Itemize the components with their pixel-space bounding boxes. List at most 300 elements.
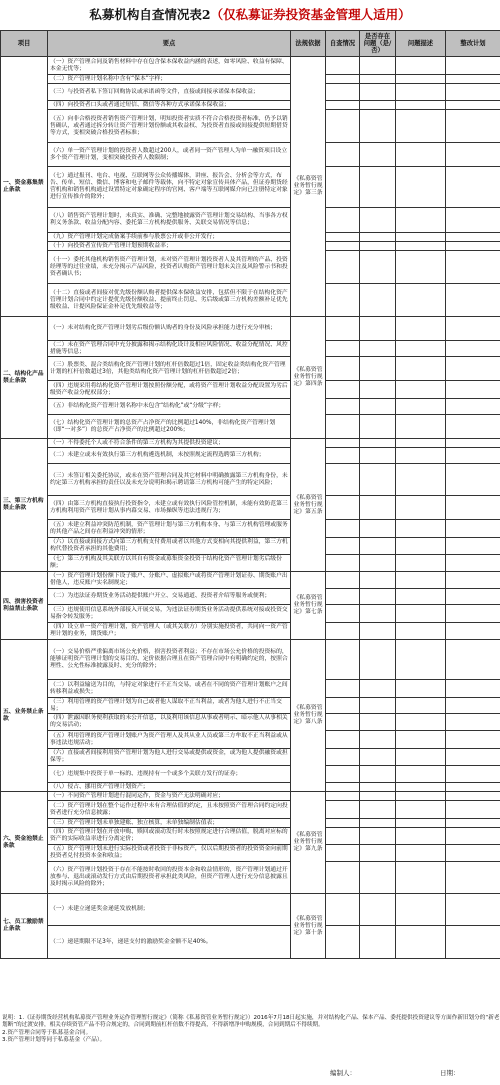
check-item: （三）违规使用信息系统外部接入开展交易，为违法证券期货业务活动提供系统对接或投资交易指令转发服务； [48, 605, 291, 623]
table-row [1, 357, 500, 381]
has-problem-cell[interactable] [360, 341, 396, 357]
self-check-cell[interactable] [326, 605, 360, 623]
problem-desc-cell[interactable] [396, 623, 446, 640]
has-problem-cell[interactable] [360, 926, 396, 959]
problem-desc-cell[interactable] [396, 381, 446, 399]
has-problem-cell[interactable] [360, 415, 396, 439]
rectify-plan-cell[interactable] [446, 496, 500, 520]
self-check-cell[interactable] [326, 357, 360, 381]
self-check-cell[interactable] [326, 749, 360, 766]
table-row [1, 448, 500, 464]
rectify-plan-cell[interactable] [446, 926, 500, 959]
has-problem-cell[interactable] [360, 845, 396, 862]
check-item: （六）以直接或间接方式向第三方机构支付费用或者以其他方式变相向其提供利益，第三方机构代替投资者承担的其他费用； [48, 538, 291, 555]
problem-desc-cell[interactable] [396, 894, 446, 926]
table-row [1, 698, 500, 714]
self-check-table [0, 30, 500, 959]
table-row [1, 439, 500, 448]
law-basis: 《私募资管业务暂行规定》第四条 [291, 317, 326, 439]
rectify-plan-cell[interactable] [446, 749, 500, 766]
has-problem-cell[interactable] [360, 208, 396, 233]
rectify-plan-cell[interactable] [446, 783, 500, 792]
header-self-check: 自查情况 [326, 31, 360, 57]
rectify-plan-cell[interactable] [446, 448, 500, 464]
table-row [1, 57, 500, 75]
table-row [1, 766, 500, 783]
problem-desc-cell[interactable] [396, 819, 446, 828]
check-item: （七）通过报刊、电台、电视、互联网等公众传播媒体，讲座、报告会、分析会等方式，布告、传单、短信、微信、博客和电子邮件等载体，向不特定对象宣传具体产品，但证券期货经营机构和销售机构通过设置特定对象确定程序的官网、客户端等互联网媒介向已注册特定对象进行宣传推介的除外； [48, 167, 291, 208]
rectify-plan-cell[interactable] [446, 57, 500, 75]
header-problem-desc: 问题描述 [396, 31, 446, 57]
has-problem-cell[interactable] [360, 439, 396, 448]
check-item: （六）单一资产管理计划的投资者人数超过200人，或者同一资产管理人为单一融资项目设立多个资产管理计划，变相突破投资者人数限制； [48, 143, 291, 167]
check-item: （二）资产管理计划在整个运作过程中未有合理估值的约定，且未按照资产管理合同约定向投资者进行充分信息披露； [48, 801, 291, 819]
problem-desc-cell[interactable] [396, 572, 446, 589]
table-row [1, 208, 500, 233]
has-problem-cell[interactable] [360, 233, 396, 242]
problem-desc-cell[interactable] [396, 357, 446, 381]
has-problem-cell[interactable] [360, 766, 396, 783]
self-check-cell[interactable] [326, 766, 360, 783]
self-check-cell[interactable] [326, 167, 360, 208]
problem-desc-cell[interactable] [396, 845, 446, 862]
check-item: （四）向投资者口头或者通过短信、微信等各种方式承诺保本保收益； [48, 101, 291, 110]
self-check-cell[interactable] [326, 84, 360, 101]
footer-notes [0, 1015, 500, 1044]
check-item: （四）设立单一资产管理计划，资产管理人（或其关联方）分别实施投资者，共同向一资产管理计划的业务，期货账户； [48, 623, 291, 640]
rectify-plan-cell[interactable] [446, 828, 500, 845]
rectify-plan-cell[interactable] [446, 623, 500, 640]
check-item: （五）未建立利益冲突防范机制，资产管理计划与第三方机构本身、与第三方机构管理或服务的其他产品之间存在利益冲突的情形； [48, 520, 291, 538]
problem-desc-cell[interactable] [396, 926, 446, 959]
page-title [0, 0, 500, 30]
rectify-plan-cell[interactable] [446, 538, 500, 555]
table-row [1, 143, 500, 167]
check-item: （三）未签订相关委托协议，或未在资产管理合同及其它材料中明确披露第三方机构身份，未约定第三方机构承担的责任以及未充分说明和揭示聘请第三方机构可能产生的特定风险； [48, 464, 291, 496]
problem-desc-cell[interactable] [396, 439, 446, 448]
table-row [1, 399, 500, 415]
law-basis: 《私募资管业务暂行规定》第七条 [291, 572, 326, 640]
self-check-cell[interactable] [326, 101, 360, 110]
self-check-cell[interactable] [326, 926, 360, 959]
check-item: （一）未对结构化资产管理计划劣后级份额认购者的身份及风险承担能力进行充分审核； [48, 317, 291, 341]
problem-desc-cell[interactable] [396, 680, 446, 698]
has-problem-cell[interactable] [360, 862, 396, 894]
problem-desc-cell[interactable] [396, 749, 446, 766]
rectify-plan-cell[interactable] [446, 819, 500, 828]
table-row [1, 84, 500, 101]
self-check-cell[interactable] [326, 233, 360, 242]
has-problem-cell[interactable] [360, 828, 396, 845]
header-rectify-plan: 整改计划 [446, 31, 500, 57]
check-item: （四）由第三方机构直接执行投资指令，未建立或有效执行风险管控机制，未能有效防范第三方机构利用资产管理计划从事内幕交易、市场操纵等违法违规行为； [48, 496, 291, 520]
check-item: （三）利用管理的资产管理计划为自己或者他人谋取不正当利益，或者为他人进行不正当交易； [48, 698, 291, 714]
has-problem-cell[interactable] [360, 819, 396, 828]
problem-desc-cell[interactable] [396, 284, 446, 317]
self-check-cell[interactable] [326, 75, 360, 84]
problem-desc-cell[interactable] [396, 448, 446, 464]
header-project: 项目 [1, 31, 48, 57]
self-check-cell[interactable] [326, 381, 360, 399]
self-check-cell[interactable] [326, 208, 360, 233]
table-row [1, 75, 500, 84]
check-item: （八）侵占、挪用资产管理计划资产； [48, 783, 291, 792]
check-item: （六）资产管理计划投资于存在不能按时收回的投资本金和收益情形的，资产管理计划通过开放参与、退出或滚动发行方式由后期投资者承担此类风险，但资产管理人进行充分信息披露且及时揭示风险的除外； [48, 862, 291, 894]
problem-desc-cell[interactable] [396, 589, 446, 605]
has-problem-cell[interactable] [360, 357, 396, 381]
has-problem-cell[interactable] [360, 698, 396, 714]
problem-desc-cell[interactable] [396, 84, 446, 101]
table-row [1, 415, 500, 439]
table-row [1, 555, 500, 572]
problem-desc-cell[interactable] [396, 605, 446, 623]
table-row [1, 819, 500, 828]
section-category: 四、损害投资者利益禁止条款 [1, 572, 48, 640]
rectify-plan-cell[interactable] [446, 698, 500, 714]
has-problem-cell[interactable] [360, 894, 396, 926]
self-check-cell[interactable] [326, 464, 360, 496]
self-check-cell[interactable] [326, 448, 360, 464]
rectify-plan-cell[interactable] [446, 714, 500, 731]
table-row [1, 464, 500, 496]
has-problem-cell[interactable] [360, 251, 396, 284]
check-item: （二）未建立或未有效执行第三方机构遴选机制，未按照规定流程选聘第三方机构； [48, 448, 291, 464]
self-check-cell[interactable] [326, 439, 360, 448]
problem-desc-cell[interactable] [396, 464, 446, 496]
check-item: （八）销售资产管理计划时，未真实、准确、完整地披露资产管理计划交易结构、当事各方权利义务条款、收益分配内容、委托第三方机构提供服务、关联交易情况等信息； [48, 208, 291, 233]
has-problem-cell[interactable] [360, 801, 396, 819]
law-basis: 《私募资管业务暂行规定》第三条 [291, 57, 326, 317]
has-problem-cell[interactable] [360, 538, 396, 555]
table-row [1, 242, 500, 251]
table-row [1, 714, 500, 731]
problem-desc-cell[interactable] [396, 208, 446, 233]
rectify-plan-cell[interactable] [446, 520, 500, 538]
has-problem-cell[interactable] [360, 496, 396, 520]
rectify-plan-cell[interactable] [446, 589, 500, 605]
has-problem-cell[interactable] [360, 57, 396, 75]
rectify-plan-cell[interactable] [446, 251, 500, 284]
problem-desc-cell[interactable] [396, 251, 446, 284]
problem-desc-cell[interactable] [396, 714, 446, 731]
self-check-cell[interactable] [326, 341, 360, 357]
problem-desc-cell[interactable] [396, 341, 446, 357]
check-item: （七）结构化资产管理计划的总资产占净资产的比例超过140%，非结构化资产管理计划（即“一对多”）的总资产占净资产的比例超过200%； [48, 415, 291, 439]
rectify-plan-cell[interactable] [446, 143, 500, 167]
rectify-plan-cell[interactable] [446, 381, 500, 399]
problem-desc-cell[interactable] [396, 766, 446, 783]
check-item: （四）违规采用将结构化资产管理计划按照份额分配，或将资产管理计划收益分配设置为劣后级资产收益分配权部分； [48, 381, 291, 399]
has-problem-cell[interactable] [360, 749, 396, 766]
problem-desc-cell[interactable] [396, 496, 446, 520]
has-problem-cell[interactable] [360, 143, 396, 167]
has-problem-cell[interactable] [360, 101, 396, 110]
has-problem-cell[interactable] [360, 555, 396, 572]
table-row [1, 251, 500, 284]
self-check-cell[interactable] [326, 57, 360, 75]
table-row [1, 538, 500, 555]
self-check-cell[interactable] [326, 572, 360, 589]
table-row [1, 110, 500, 143]
header-has-problem: 是否存在问题（是/否） [360, 31, 396, 57]
problem-desc-cell[interactable] [396, 520, 446, 538]
self-check-cell[interactable] [326, 698, 360, 714]
rectify-plan-cell[interactable] [446, 731, 500, 749]
has-problem-cell[interactable] [360, 680, 396, 698]
table-row [1, 589, 500, 605]
self-check-cell[interactable] [326, 399, 360, 415]
rectify-plan-cell[interactable] [446, 792, 500, 801]
law-basis: 《私募资管业务暂行规定》第九条 [291, 792, 326, 894]
check-item: （五）资产管理计划未进行实际投资或者投资于非标资产，仅以后期投资者的投资资金向前期投资者兑付投资本金和收益； [48, 845, 291, 862]
has-problem-cell[interactable] [360, 448, 396, 464]
table-row [1, 828, 500, 845]
table-row [1, 233, 500, 242]
has-problem-cell[interactable] [360, 714, 396, 731]
problem-desc-cell[interactable] [396, 862, 446, 894]
section-category: 五、业务禁止条款 [1, 640, 48, 792]
header-law: 法规依据 [291, 31, 326, 57]
rectify-plan-cell[interactable] [446, 464, 500, 496]
problem-desc-cell[interactable] [396, 415, 446, 439]
check-item: （一）未建立递延奖金递延发放机制； [48, 894, 291, 926]
section-category: 六、资金池禁止条款 [1, 792, 48, 894]
table-body [1, 57, 500, 959]
check-item: （七）违规集中投资于单一标的、违规持有一个或多个关联方发行的证券； [48, 766, 291, 783]
self-check-cell[interactable] [326, 623, 360, 640]
rectify-plan-cell[interactable] [446, 110, 500, 143]
footer-note: 2.资产管理合同等于私募基金合同。 [2, 1029, 92, 1036]
self-check-cell[interactable] [326, 828, 360, 845]
rectify-plan-cell[interactable] [446, 208, 500, 233]
has-problem-cell[interactable] [360, 572, 396, 589]
self-check-cell[interactable] [326, 731, 360, 749]
has-problem-cell[interactable] [360, 284, 396, 317]
preparer-label: 编制人： [330, 1069, 356, 1077]
problem-desc-cell[interactable] [396, 828, 446, 845]
has-problem-cell[interactable] [360, 520, 396, 538]
table-row [1, 801, 500, 819]
rectify-plan-cell[interactable] [446, 242, 500, 251]
rectify-plan-cell[interactable] [446, 555, 500, 572]
problem-desc-cell[interactable] [396, 57, 446, 75]
table-row [1, 520, 500, 538]
table-row [1, 496, 500, 520]
problem-desc-cell[interactable] [396, 75, 446, 84]
rectify-plan-cell[interactable] [446, 894, 500, 926]
self-check-cell[interactable] [326, 555, 360, 572]
problem-desc-cell[interactable] [396, 167, 446, 208]
self-check-cell[interactable] [326, 496, 360, 520]
self-check-cell[interactable] [326, 538, 360, 555]
rectify-plan-cell[interactable] [446, 862, 500, 894]
self-check-cell[interactable] [326, 284, 360, 317]
has-problem-cell[interactable] [360, 167, 396, 208]
check-item: （十一）委托其他机构销售资产管理计划，未对资产管理计划投资者人及其管理的产品、投资经理等的过往业绩，未充分揭示产品风险，投资者认购资产管理计划未关注及风险警示书和投资者确认书； [48, 251, 291, 284]
problem-desc-cell[interactable] [396, 555, 446, 572]
rectify-plan-cell[interactable] [446, 605, 500, 623]
self-check-cell[interactable] [326, 680, 360, 698]
has-problem-cell[interactable] [360, 242, 396, 251]
law-basis: 《私募资管业务暂行规定》第五条 [291, 439, 326, 572]
table-row [1, 381, 500, 399]
check-item: （三）资产管理计划未单独建账、独立核算，未单独编制估值表； [48, 819, 291, 828]
table-row [1, 101, 500, 110]
problem-desc-cell[interactable] [396, 783, 446, 792]
rectify-plan-cell[interactable] [446, 845, 500, 862]
rectify-plan-cell[interactable] [446, 101, 500, 110]
has-problem-cell[interactable] [360, 792, 396, 801]
table-row [1, 926, 500, 959]
has-problem-cell[interactable] [360, 640, 396, 680]
check-item: （三）股票类、混合类结构化资产管理计划的杠杆倍数超过1倍，固定收益类结构化资产管理计划的杠杆倍数超过3倍，其他类结构化资产管理计划的杠杆倍数超过2倍； [48, 357, 291, 381]
rectify-plan-cell[interactable] [446, 766, 500, 783]
table-row [1, 680, 500, 698]
title-main: 私募机构自查情况表2 [89, 7, 211, 22]
problem-desc-cell[interactable] [396, 101, 446, 110]
check-item: （二）未在资产管理合同中充分披露和揭示结构化设计及相应风险情况、收益分配情况、风控措施等信息； [48, 341, 291, 357]
table-row [1, 317, 500, 341]
rectify-plan-cell[interactable] [446, 415, 500, 439]
table-row [1, 623, 500, 640]
has-problem-cell[interactable] [360, 605, 396, 623]
problem-desc-cell[interactable] [396, 801, 446, 819]
problem-desc-cell[interactable] [396, 698, 446, 714]
law-basis: 《私募资管业务暂行规定》第十条 [291, 894, 326, 959]
rectify-plan-cell[interactable] [446, 167, 500, 208]
section-category: 二、结构化产品禁止条款 [1, 317, 48, 439]
rectify-plan-cell[interactable] [446, 233, 500, 242]
self-check-cell[interactable] [326, 251, 360, 284]
problem-desc-cell[interactable] [396, 317, 446, 341]
check-item: （二）为违法证券期货业务活动提供账户开立、交易通道、投资者介绍等服务或便利； [48, 589, 291, 605]
check-item: （六）直接或者间接利用资产管理计划为他人进行交易或提供或资金，或为他人提供融资或担保等； [48, 749, 291, 766]
rectify-plan-cell[interactable] [446, 399, 500, 415]
self-check-cell[interactable] [326, 415, 360, 439]
rectify-plan-cell[interactable] [446, 75, 500, 84]
table-row [1, 749, 500, 766]
table-row [1, 792, 500, 801]
has-problem-cell[interactable] [360, 399, 396, 415]
title-note: （仅私募证券投资基金管理人适用） [210, 7, 411, 22]
table-row [1, 731, 500, 749]
header-points: 要点 [48, 31, 291, 57]
rectify-plan-cell[interactable] [446, 341, 500, 357]
has-problem-cell[interactable] [360, 731, 396, 749]
check-item: （十）向投资者宣传资产管理计划预期收益率； [48, 242, 291, 251]
check-item: （四）泄露因职务便利获取的未公开信息，以及利用该信息从事或者明示、暗示他人从事相关的交易活动； [48, 714, 291, 731]
problem-desc-cell[interactable] [396, 233, 446, 242]
problem-desc-cell[interactable] [396, 110, 446, 143]
rectify-plan-cell[interactable] [446, 439, 500, 448]
table-row [1, 167, 500, 208]
footer-note: 说明：1.《证券期货经营机构私募资产管理业务运作管理暂行规定》（简称《私募资管业务暂行规定》）2016年7月18日起实施，并对结构化产品、保本产品、委托提供投资建议等方面作新旧划分的“新老划断”的过渡安排，相关存续资管产品不符合规定的，合同到期前杠杆倍数不得提高，不得新增净申购规模，合同到期后不得续期。 [2, 1015, 500, 1029]
self-check-cell[interactable] [326, 143, 360, 167]
check-item: （二）递延期限不足3年，递延支付的激励奖金金额不足40%。 [48, 926, 291, 959]
problem-desc-cell[interactable] [396, 731, 446, 749]
check-item: （十二）直接或者间接对优先级份额认购者提供保本保收益安排，包括但不限于在结构化资产管理计划合同中约定计提优先级份额收益、提前终止罚息、劣后级或第三方机构差额补足优先级收益、计提风险保证金补足优先级收益等； [48, 284, 291, 317]
header-row [1, 31, 500, 57]
rectify-plan-cell[interactable] [446, 801, 500, 819]
self-check-cell[interactable] [326, 589, 360, 605]
self-check-cell[interactable] [326, 819, 360, 828]
self-check-cell[interactable] [326, 783, 360, 792]
rectify-plan-cell[interactable] [446, 317, 500, 341]
problem-desc-cell[interactable] [396, 538, 446, 555]
law-basis: 《私募资管业务暂行规定》第八条 [291, 640, 326, 792]
self-check-cell[interactable] [326, 801, 360, 819]
check-item: （五）向非合格投资者销售资产管理计划，明知投资者实质不符合合格投资者标准，仍予以销售确认，或者通过拆分转让资产管理计划份额或其收益权、为投资者直接或间接提供短期借贷等方式，变相突破合格投资者标准； [48, 110, 291, 143]
check-item: （九）资产管理计划完成备案手续前参与股票公开或非公开发行； [48, 233, 291, 242]
table-row [1, 341, 500, 357]
has-problem-cell[interactable] [360, 589, 396, 605]
footer-note: 3.资产管理计划等同于私募基金（产品）。 [2, 1036, 106, 1043]
self-check-cell[interactable] [326, 242, 360, 251]
problem-desc-cell[interactable] [396, 640, 446, 680]
rectify-plan-cell[interactable] [446, 357, 500, 381]
self-check-cell[interactable] [326, 792, 360, 801]
check-item: （二）以利益输送为目的，与特定对象进行不正当交易，或者在不同的资产管理计划账户之间转移利益或损失； [48, 680, 291, 698]
self-check-cell[interactable] [326, 520, 360, 538]
table-row [1, 284, 500, 317]
has-problem-cell[interactable] [360, 317, 396, 341]
problem-desc-cell[interactable] [396, 399, 446, 415]
rectify-plan-cell[interactable] [446, 284, 500, 317]
check-item: （一）交易价格严重偏离市场公允价格，损害投资者利益；不存在市场公允价格的投资标的，能够证明资产管理计划的交易目的、定价依据合理且在资产管理合同中有明确约定的，按照合理性、公允性标准披露及时、充分的除外； [48, 640, 291, 680]
rectify-plan-cell[interactable] [446, 680, 500, 698]
section-category: 七、员工激励禁止条款 [1, 894, 48, 959]
self-check-cell[interactable] [326, 714, 360, 731]
has-problem-cell[interactable] [360, 464, 396, 496]
has-problem-cell[interactable] [360, 110, 396, 143]
check-item: （一）不同资产管理计划进行混同运作，资金与资产无法明确对应； [48, 792, 291, 801]
table-row [1, 845, 500, 862]
rectify-plan-cell[interactable] [446, 572, 500, 589]
problem-desc-cell[interactable] [396, 242, 446, 251]
self-check-cell[interactable] [326, 894, 360, 926]
table-row [1, 894, 500, 926]
check-item: （一）不得委托个人或不符合条件的第三方机构为其提供投资建议； [48, 439, 291, 448]
table-row [1, 605, 500, 623]
has-problem-cell[interactable] [360, 84, 396, 101]
has-problem-cell[interactable] [360, 623, 396, 640]
self-check-cell[interactable] [326, 862, 360, 894]
has-problem-cell[interactable] [360, 381, 396, 399]
problem-desc-cell[interactable] [396, 792, 446, 801]
table-row [1, 862, 500, 894]
check-item: （一）资产管理计划份额下设子账户、分账户、虚拟账户或将资产管理计划证券、期货账户出借他人，违反账户实名制规定； [48, 572, 291, 589]
self-check-cell[interactable] [326, 317, 360, 341]
table-row [1, 572, 500, 589]
section-category: 三、第三方机构禁止条款 [1, 439, 48, 572]
check-item: （二）资产管理计划名称中含有“保本”字样； [48, 75, 291, 84]
date-label: 日期： [440, 1069, 460, 1077]
rectify-plan-cell[interactable] [446, 84, 500, 101]
self-check-cell[interactable] [326, 640, 360, 680]
check-item: （五）非结构化资产管理计划名称中未包含“结构化”或“分级”字样； [48, 399, 291, 415]
has-problem-cell[interactable] [360, 75, 396, 84]
problem-desc-cell[interactable] [396, 143, 446, 167]
check-item: （七）第三方机构及其关联方以其自有资金或募集资金投资于结构化资产管理计划劣后级份额； [48, 555, 291, 572]
section-category: 一、资金募集禁止条款 [1, 57, 48, 317]
check-item: （四）资产管理计划在开放申购、赎回或滚动发行时未按照规定进行合理估值，脱离对应标的资产的实际收益率进行分离定价； [48, 828, 291, 845]
has-problem-cell[interactable] [360, 783, 396, 792]
table-row [1, 783, 500, 792]
rectify-plan-cell[interactable] [446, 640, 500, 680]
table-row [1, 640, 500, 680]
self-check-cell[interactable] [326, 845, 360, 862]
self-check-cell[interactable] [326, 110, 360, 143]
